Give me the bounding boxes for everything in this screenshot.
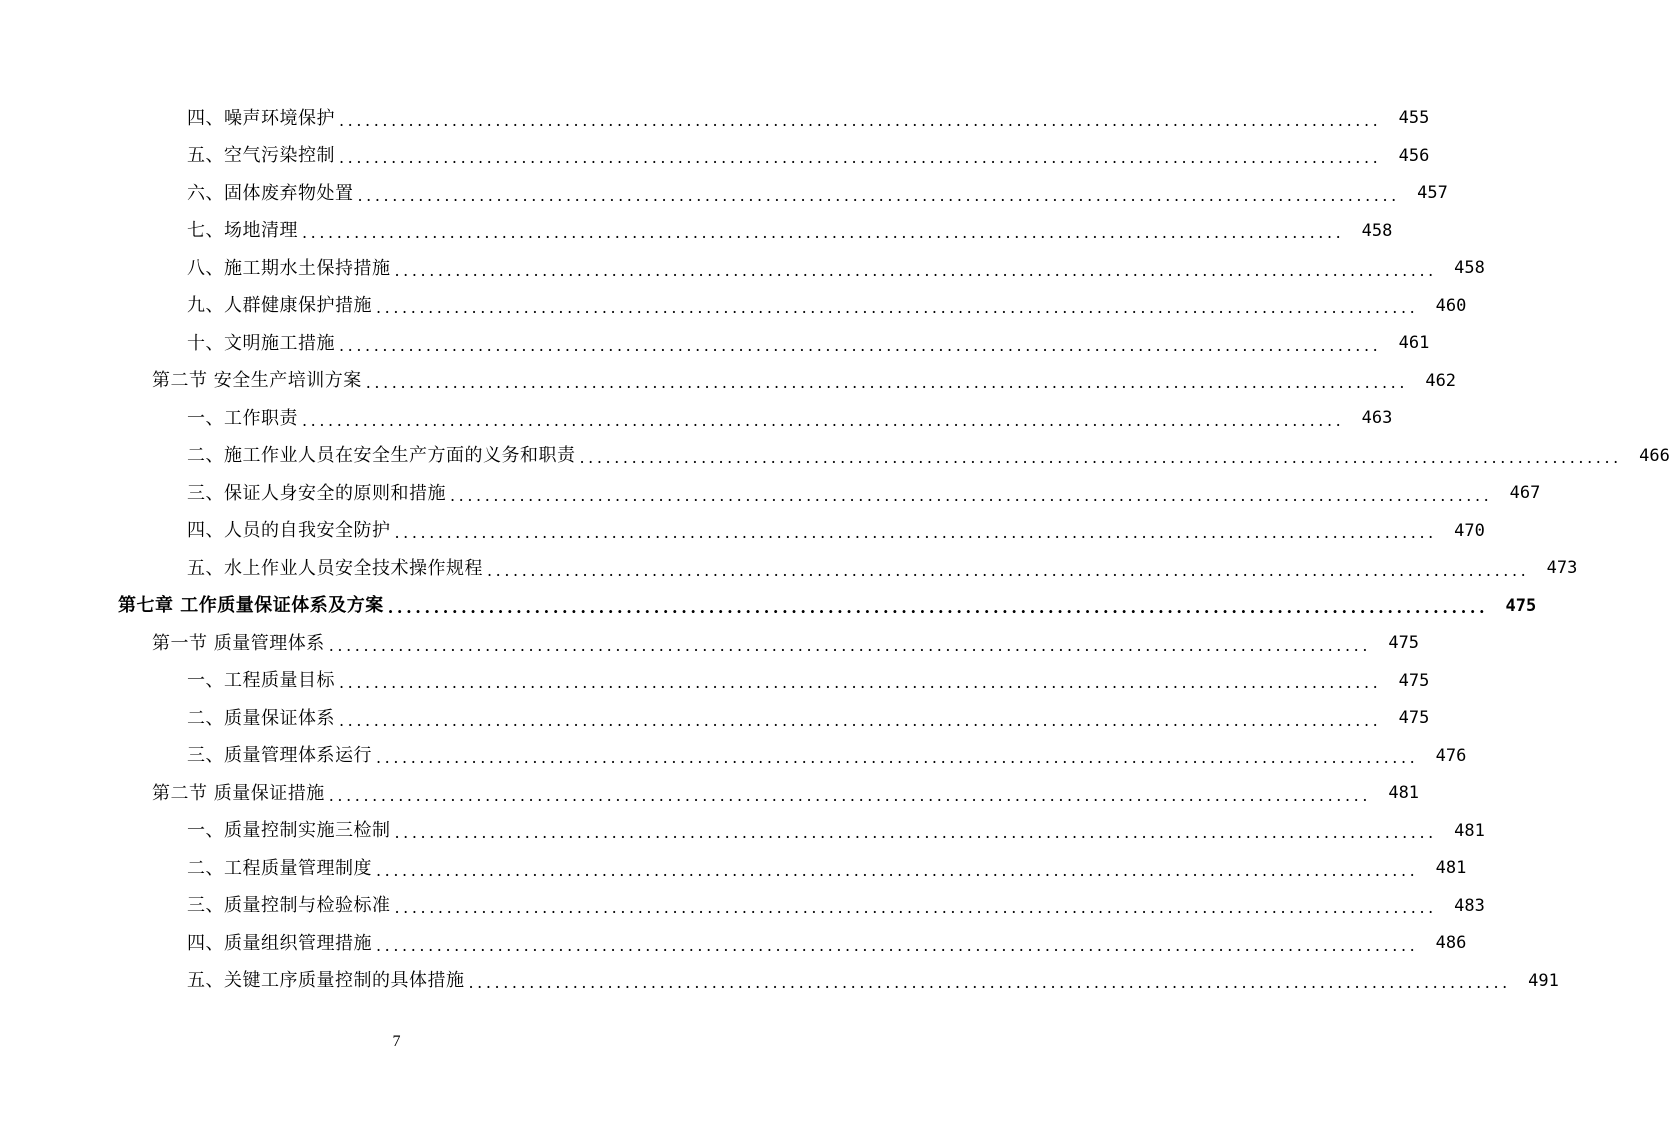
toc-entry-page: 463 [1361, 408, 1393, 429]
toc-entry[interactable] [0, 250, 1485, 288]
toc-entry[interactable] [0, 813, 1485, 851]
toc-leader-dots: ........................................................................................................................ [394, 260, 1437, 280]
toc-leader-dots: ........................................................................................................................ [302, 410, 1345, 430]
toc-entry-page: 481 [1435, 858, 1467, 879]
toc-entry-label: 五、关键工序质量控制的具体措施 [187, 970, 465, 992]
toc-entry[interactable] [0, 288, 1467, 326]
toc-entry-label: 第七章 工作质量保证体系及方案 [118, 595, 384, 617]
toc-entry-page: 467 [1509, 483, 1541, 504]
page-number: 7 [392, 1033, 401, 1050]
toc-entry[interactable] [0, 738, 1467, 776]
toc-entry-label: 二、质量保证体系 [187, 707, 335, 729]
toc-leader-dots: ........................................................................................................................ [468, 973, 1511, 993]
toc-leader-dots: ........................................................................................................................ [394, 823, 1437, 843]
toc-entry-page: 462 [1425, 370, 1457, 391]
table-of-contents [0, 100, 1670, 1000]
toc-entry[interactable] [0, 700, 1430, 738]
toc-leader-dots: ........................................................................................................................ [387, 598, 1489, 618]
toc-entry-page: 460 [1435, 295, 1467, 316]
toc-leader-dots: ........................................................................................................................ [357, 185, 1400, 205]
toc-leader-dots: ........................................................................................................................ [487, 560, 1530, 580]
toc-leader-dots: ........................................................................................................................ [394, 898, 1437, 918]
toc-leader-dots: ........................................................................................................................ [339, 335, 1382, 355]
toc-entry-page: 491 [1528, 970, 1559, 991]
toc-entry[interactable] [0, 400, 1393, 438]
toc-entry-label: 二、工程质量管理制度 [187, 857, 372, 879]
toc-entry[interactable] [0, 138, 1430, 176]
toc-entry-page: 457 [1417, 183, 1448, 204]
toc-entry-label: 九、人群健康保护措施 [187, 295, 372, 317]
toc-entry-label: 四、人员的自我安全防护 [187, 520, 391, 542]
toc-leader-dots: ........................................................................................................................ [328, 635, 1372, 655]
toc-entry-page: 466 [1639, 445, 1670, 466]
toc-leader-dots: ........................................................................................................................ [394, 523, 1437, 543]
toc-leader-dots: ........................................................................................................................ [376, 935, 1419, 955]
toc-entry[interactable] [0, 588, 1537, 626]
toc-entry-label: 十、文明施工措施 [187, 332, 335, 354]
toc-entry-label: 七、场地清理 [187, 220, 298, 242]
toc-entry-page: 483 [1454, 895, 1485, 916]
toc-entry-page: 461 [1398, 333, 1430, 354]
toc-entry-label: 五、空气污染控制 [187, 145, 335, 167]
toc-entry-page: 475 [1398, 708, 1430, 729]
toc-leader-dots: ........................................................................................................................ [365, 373, 1409, 393]
toc-entry-label: 四、噪声环境保护 [187, 107, 335, 129]
toc-entry-page: 475 [1398, 670, 1430, 691]
toc-leader-dots: ........................................................................................................................ [376, 860, 1419, 880]
toc-entry-label: 五、水上作业人员安全技术操作规程 [187, 557, 483, 579]
toc-entry[interactable] [0, 850, 1467, 888]
toc-entry-page: 456 [1398, 145, 1430, 166]
toc-entry-label: 第二节 质量保证措施 [152, 782, 325, 804]
toc-leader-dots: ........................................................................................................................ [302, 223, 1345, 243]
toc-entry[interactable] [0, 325, 1430, 363]
toc-leader-dots: ........................................................................................................................ [376, 298, 1419, 318]
toc-entry-page: 475 [1388, 633, 1420, 654]
toc-entry-page: 470 [1454, 520, 1485, 541]
toc-entry-label: 三、质量控制与检验标准 [187, 895, 391, 917]
toc-entry-page: 455 [1398, 108, 1430, 129]
toc-entry-page: 458 [1361, 220, 1393, 241]
toc-entry-label: 第一节 质量管理体系 [152, 632, 325, 654]
toc-entry-page: 486 [1435, 933, 1467, 954]
toc-entry-label: 六、固体废弃物处置 [187, 182, 354, 204]
toc-entry-page: 481 [1454, 820, 1485, 841]
toc-entry-label: 一、质量控制实施三检制 [187, 820, 391, 842]
toc-entry[interactable] [0, 625, 1420, 663]
toc-entry[interactable] [0, 888, 1485, 926]
toc-leader-dots: ........................................................................................................................ [450, 485, 1493, 505]
toc-entry-page: 475 [1505, 595, 1537, 616]
toc-leader-dots: ........................................................................................................................ [339, 110, 1382, 130]
toc-entry-label: 三、保证人身安全的原则和措施 [187, 482, 446, 504]
toc-entry-label: 四、质量组织管理措施 [187, 932, 372, 954]
toc-entry-label: 二、施工作业人员在安全生产方面的义务和职责 [187, 445, 576, 467]
toc-entry[interactable] [0, 775, 1420, 813]
toc-entry[interactable] [0, 175, 1448, 213]
toc-leader-dots: ........................................................................................................................ [339, 710, 1382, 730]
toc-entry[interactable] [0, 663, 1430, 701]
toc-entry[interactable] [0, 100, 1430, 138]
toc-leader-dots: ........................................................................................................................ [339, 148, 1382, 168]
toc-leader-dots: ........................................................................................................................ [339, 673, 1382, 693]
toc-entry[interactable] [0, 475, 1541, 513]
toc-entry[interactable] [0, 963, 1559, 1001]
toc-entry[interactable] [0, 213, 1393, 251]
toc-entry[interactable] [0, 513, 1485, 551]
toc-entry[interactable] [0, 550, 1578, 588]
toc-entry-page: 481 [1388, 783, 1420, 804]
toc-entry[interactable] [0, 363, 1457, 401]
toc-entry-label: 三、质量管理体系运行 [187, 745, 372, 767]
toc-entry[interactable] [0, 438, 1670, 476]
toc-leader-dots: ........................................................................................................................ [328, 785, 1372, 805]
toc-entry-label: 一、工作职责 [187, 407, 298, 429]
toc-entry-page: 476 [1435, 745, 1467, 766]
toc-leader-dots: ........................................................................................................................ [579, 448, 1622, 468]
toc-entry-label: 八、施工期水土保持措施 [187, 257, 391, 279]
toc-entry-label: 一、工程质量目标 [187, 670, 335, 692]
toc-leader-dots: ........................................................................................................................ [376, 748, 1419, 768]
toc-entry-page: 473 [1546, 558, 1578, 579]
toc-entry-page: 458 [1454, 258, 1485, 279]
toc-entry[interactable] [0, 925, 1467, 963]
toc-entry-label: 第二节 安全生产培训方案 [152, 370, 362, 392]
